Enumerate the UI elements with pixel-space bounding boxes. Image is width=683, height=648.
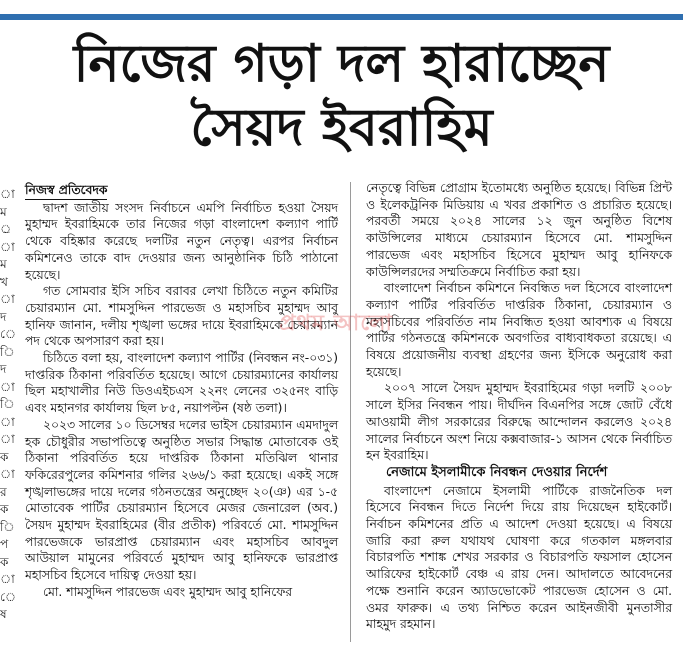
fragment-char: া [0, 187, 15, 201]
headline-line-1: নিজের গড়া দল হারাচ্ছেন [73, 34, 610, 94]
fragment-char: া [0, 432, 15, 446]
fragment-char: দ [0, 362, 7, 376]
left-paragraphs [25, 200, 338, 601]
watermark: প্রথম আলো [279, 311, 393, 336]
adjacent-column-fragment [0, 186, 17, 646]
fragment-char: া [0, 239, 15, 254]
paragraph: গত সোমবার ইসি সচিব বরাবর লেখা চিঠিতে নতুন কমিটির চেয়ারম্যান মো. শামসুদ্দিন পারভেজ ও মহাসচিব মুহাম্মদ আবু হানিফ জানান, দলীয় শৃঙ্খলা ভঙ্গের দায়ে ইবরাহিমকে চেয়ারম্যান পদ থেকে অপসারণ করা হয়। [25, 284, 338, 349]
paragraph: দ্বাদশ জাতীয় সংসদ নির্বাচনে এমপি নির্বাচিত হওয়া সৈয়দ মুহাম্মদ ইবরাহিমকে তার নিজের গড়া বাংলাদেশ কল্যাণ পার্টি থেকে বহিষ্কার করেছে দলটির নতুন নেতৃত্ব। এরপর নির্বাচন কমিশনেও তাকে বাদ দেওয়ার জন্য আনুষ্ঠানিক চিঠি পাঠানো হয়েছে। [25, 200, 338, 282]
fragment-char: দ [0, 309, 7, 324]
fragment-char: ক [0, 502, 9, 516]
fragment-char: ি [0, 344, 15, 359]
article-right-column [366, 180, 672, 646]
paragraph: চিঠিতে বলা হয়, বাংলাদেশ কল্যাণ পার্টির (নিবন্ধন নং-০৩১) দাপ্তরিক ঠিকানা পরিবর্তিত হয়েছে। আগে চেয়ারম্যানের কার্যালয় ছিল মহাখালীর নিউ ডিওএইচএস ২২নং লেনের ৩২৫নং বাড়ি এবং মহানগর কার্যালয় ছিল ৮৫, নয়াপল্টন (ষষ্ঠ তলা)। [25, 351, 338, 416]
paragraph: মো. শামসুদ্দিন পারভেজ এবং মুহাম্মদ আবু হানিফের [43, 584, 292, 599]
article-left-column [25, 182, 338, 648]
right-paragraphs-after [366, 483, 672, 633]
paragraph: বাংলাদেশ নেজামে ইসলামী পার্টিকে রাজনৈতিক দল হিসেবে নিবন্ধন দিতে নির্দেশ দিয়ে রায় দিয়েছেন হাইকোর্ট। নির্বাচন কমিশনের প্রতি এ আদেশ দেওয়া হয়েছে। এ বিষয়ে জারি করা রুল যথাযথ ঘোষণা করে গতকাল মঙ্গলবার বিচারপতি শশাঙ্ক শেখর সরকার ও বিচারপতি ফয়সাল হোসেন আরিফের হাইকোর্ট বেঞ্চ এ রায় দেন। আদালতে আবেদনের পক্ষে শুনানি করেন অ্যাডভোকেট পারভেজ হোসেন ও মো. ওমর ফারুক। এ তথ্য নিশ্চিত করেন আইনজীবী মুনতাসীর মাহমুদ রহমান। [366, 483, 672, 632]
headline [0, 32, 683, 160]
fragment-char: ্র [0, 222, 12, 236]
fragment-char: া [0, 292, 15, 306]
paragraph: নেতৃত্বে বিভিন্ন প্রোগ্রাম ইতোমধ্যে অনুষ্ঠিত হয়েছে। বিভিন্ন প্রিন্ট ও ইলেকট্রনিক মিডিয়ায় এ খবর প্রকাশিত ও প্রচারিত হয়েছে। পরবর্তী সময়ে ২০২৪ সালের ১২ জুন অনুষ্ঠিত বিশেষ কাউন্সিলের মাধ্যমে চেয়ারম্যান হিসেবে মো. শামসুদ্দিন পারভেজ এবং মহাসচিব হিসেবে মুহাম্মদ আবু হানিফকে কাউন্সিলরদের সম্মতিক্রমে নির্বাচিত করা হয়। [366, 181, 672, 279]
fragment-char: া [0, 467, 15, 481]
fragment-char: ি [0, 519, 15, 534]
paragraph: ২০২৩ সালের ১০ ডিসেম্বর দলের ভাইস চেয়ারম্যান এমদাদুল হক চৌধুরীর সভাপতিত্বে অনুষ্ঠিত সভার সিদ্ধান্ত মোতাবেক ওই ঠিকানা পরিবর্তিত হয়ে দাপ্তরিক ঠিকানা মতিঝিল থানার ফকিরেরপুলের কমিশনার গলির ২৬৬/১ করা হয়েছে। একই সঙ্গে শৃঙ্খলাভঙ্গের দায়ে দলের গঠনতন্ত্রের অনুচ্ছেদ ২০(ঞ) এর ১-৫ মোতাবেক পার্টির চেয়ারম্যান হিসেবে মেজর জেনারেল (অব.) সৈয়দ মুহাম্মদ ইবরাহিমের (বীর প্রতীক) পরিবর্তে মো. শামসুদ্দিন পারভেজকে ভারপ্রাপ্ত চেয়ারম্যান এবং মহাসচিব আবদুল আউয়াল মামুনের পরিবর্তে মুহাম্মদ আবু হানিফকে ভারপ্রাপ্ত মহাসচিব হিসেবে দায়িত্ব দেওয়া হয়। [25, 417, 338, 583]
fragment-char: ম [0, 257, 7, 271]
fragment-char: ি [0, 397, 15, 411]
fragment-char: র [0, 484, 7, 499]
fragment-char: া [0, 572, 15, 586]
fragment-char: ম [0, 204, 7, 219]
fragment-char: খ [0, 274, 8, 289]
fragment-char: ে [0, 589, 17, 604]
fragment-char: ে [0, 327, 17, 341]
fragment-char: ক [0, 449, 9, 464]
byline: নিজস্ব প্রতিবেদক [25, 182, 107, 200]
fragment-char: ক [0, 554, 9, 569]
fragment-char: া [0, 414, 15, 429]
paragraph: ২০০৭ সালে সৈয়দ মুহাম্মদ ইবরাহিমের গড়া দলটি ২০০৮ সালে ইসির নিবন্ধন পায়। দীর্ঘদিন বিএনপির সঙ্গে জোট বেঁধে আওয়ামী লীগ সরকারের বিরুদ্ধে আন্দোলন করলেও ২০২৪ সালের নির্বাচনে অংশ নিয়ে কক্সবাজার-১ আসন থেকে নির্বাচিত হন ইবরাহিম। [366, 381, 672, 463]
fragment-char: প [0, 537, 9, 551]
headline-line-2: সৈয়দ ইবরাহিম [190, 98, 493, 158]
top-rule [0, 14, 683, 20]
column-divider [350, 182, 351, 642]
fragment-char: ষ [0, 607, 7, 621]
fragment-char: া [0, 379, 15, 394]
subheading: নেজামে ইসলামীকে নিবন্ধন দেওয়ার নির্দেশ [386, 464, 608, 480]
paragraph: বাংলাদেশ নির্বাচন কমিশনে নিবন্ধিত দল হিসেবে বাংলাদেশ কল্যাণ পার্টির পরিবর্তিত দাপ্তরিক ঠিকানা, চেয়ারম্যান ও মহাসচিবের পরিবর্তিত নাম নিবন্ধিত হওয়া আবশ্যক এ বিষয়ে পার্টির গঠনতন্ত্রে কমিশনকে অবগতির বাধ্যবাধকতা রয়েছে। এ বিষয়ে প্রয়োজনীয় ব্যবস্থা গ্রহণের জন্য ইসিকে অনুরোধ করা হয়েছে। [366, 281, 672, 379]
